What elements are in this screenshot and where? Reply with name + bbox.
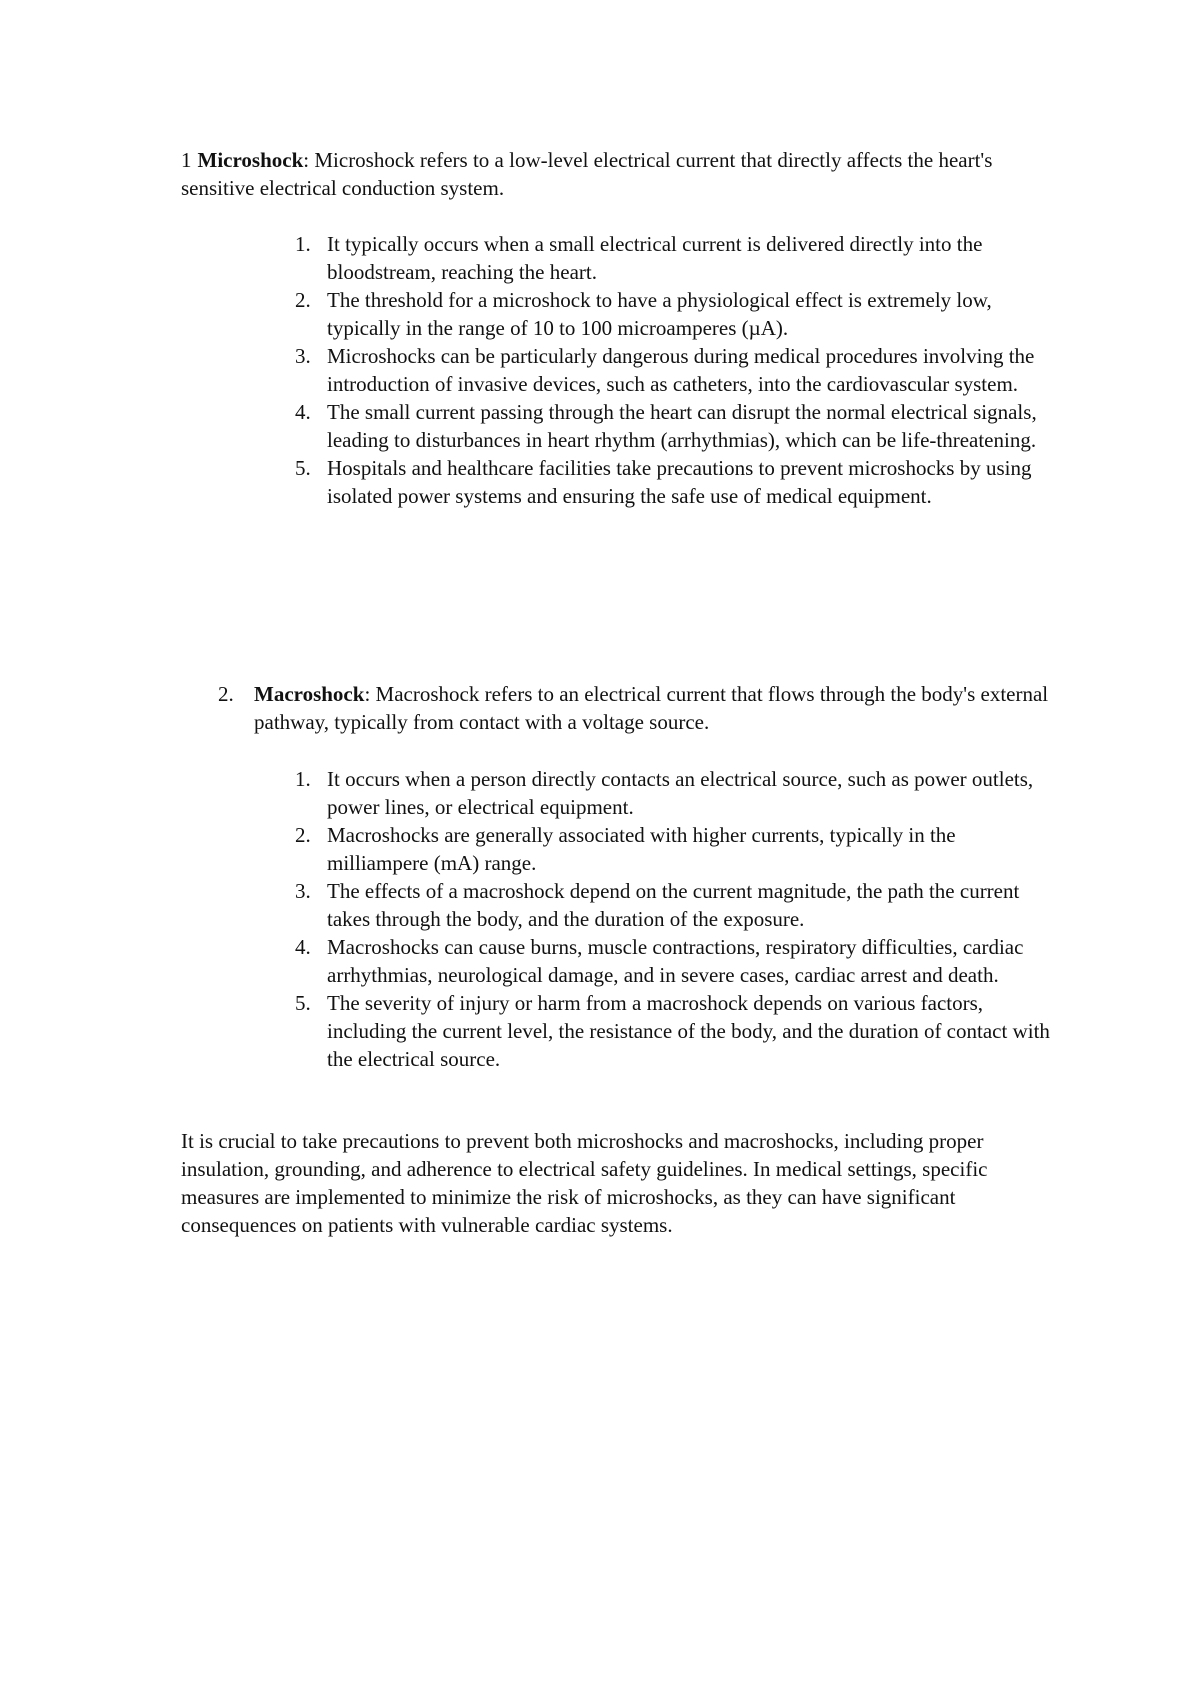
list-item-text: Microshocks can be particularly dangerous during medical procedures involving the introduction of invasive devices, such as catheters, into the cardiovascular system. xyxy=(327,344,1035,396)
microshock-section xyxy=(181,146,1041,202)
macroshock-points-list xyxy=(295,765,1055,1073)
list-marker: 4. xyxy=(295,935,311,959)
list-item-text: The effects of a macroshock depend on the current magnitude, the path the current takes through the body, and the duration of the exposure. xyxy=(327,879,1020,931)
list-marker: 3. xyxy=(295,344,311,368)
list-item xyxy=(295,933,1055,989)
microshock-number: 1 xyxy=(181,148,192,172)
conclusion-paragraph: It is crucial to take precautions to prevent both microshocks and macroshocks, including proper insulation, grounding, and adherence to electrical safety guidelines. In medical settings, specific measures are implemented to minimize the risk of microshocks, as they can have significant consequences on patients with vulnerable cardiac systems. xyxy=(181,1129,988,1237)
list-item xyxy=(295,286,1055,342)
list-item xyxy=(295,342,1055,398)
macroshock-definition-text: : Macroshock refers to an electrical current that flows through the body's external pathway, typically from contact with a voltage source. xyxy=(254,682,1049,734)
list-item xyxy=(295,230,1055,286)
list-item xyxy=(295,398,1055,454)
list-marker: 2. xyxy=(295,823,311,847)
list-item xyxy=(295,454,1055,510)
macroshock-term: Macroshock xyxy=(254,682,365,706)
macroshock-definition xyxy=(254,680,1058,736)
macroshock-section xyxy=(218,680,1058,736)
microshock-definition-text: : Microshock refers to a low-level electrical current that directly affects the heart's sensitive electrical conduction system. xyxy=(181,148,993,200)
microshock-definition xyxy=(181,146,1041,202)
list-item-text: Macroshocks are generally associated with higher currents, typically in the milliampere (mA) range. xyxy=(327,823,956,875)
list-item xyxy=(295,989,1055,1073)
microshock-term: Microshock xyxy=(197,148,304,172)
macroshock-number: 2. xyxy=(218,682,234,706)
list-item-text: The small current passing through the heart can disrupt the normal electrical signals, leading to disturbances in heart rhythm (arrhythmias), which can be life-threatening. xyxy=(327,400,1037,452)
list-item-text: It typically occurs when a small electrical current is delivered directly into the bloodstream, reaching the heart. xyxy=(327,232,983,284)
list-item xyxy=(295,765,1055,821)
list-item-text: The severity of injury or harm from a macroshock depends on various factors, including the current level, the resistance of the body, and the duration of contact with the electrical source. xyxy=(327,991,1050,1071)
list-marker: 2. xyxy=(295,288,311,312)
list-item xyxy=(295,877,1055,933)
list-item-text: It occurs when a person directly contacts an electrical source, such as power outlets, power lines, or electrical equipment. xyxy=(327,767,1034,819)
list-marker: 4. xyxy=(295,400,311,424)
list-marker: 1. xyxy=(295,767,311,791)
list-marker: 5. xyxy=(295,991,311,1015)
list-marker: 5. xyxy=(295,456,311,480)
microshock-points-list xyxy=(295,230,1055,510)
list-item-text: Hospitals and healthcare facilities take precautions to prevent microshocks by using isolated power systems and ensuring the safe use of medical equipment. xyxy=(327,456,1032,508)
list-marker: 1. xyxy=(295,232,311,256)
list-marker: 3. xyxy=(295,879,311,903)
list-item-text: Macroshocks can cause burns, muscle contractions, respiratory difficulties, cardiac arrhythmias, neurological damage, and in severe cases, cardiac arrest and death. xyxy=(327,935,1024,987)
list-item xyxy=(295,821,1055,877)
list-item-text: The threshold for a microshock to have a physiological effect is extremely low, typically in the range of 10 to 100 microamperes (µA). xyxy=(327,288,992,340)
